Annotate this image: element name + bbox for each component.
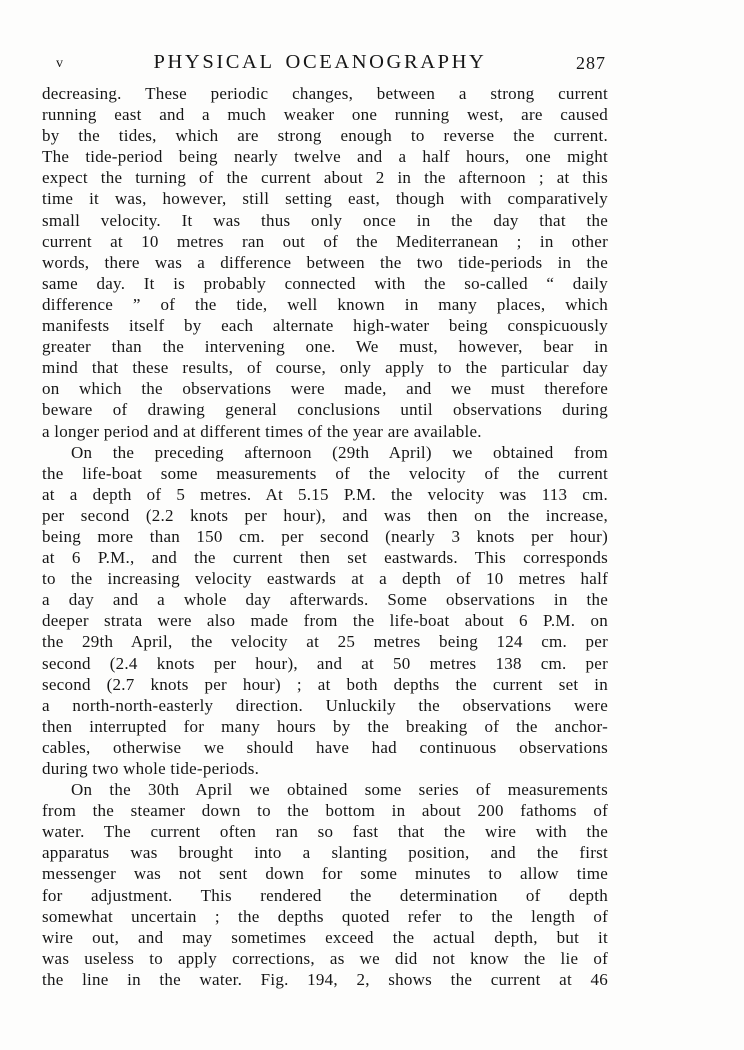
paragraph: [42, 83, 608, 442]
text-line: a north-north-easterly direction. Unluckily the observations were: [42, 695, 608, 715]
text-line: difference ” of the tide, well known in many places, which: [42, 294, 608, 314]
paragraph: [42, 779, 608, 990]
text-line: On the 30th April we obtained some series of measurements: [71, 780, 608, 800]
text-line: deeper strata were also made from the life-boat about 6 P.M. on: [42, 611, 608, 631]
text-line: wire out, and may sometimes exceed the actual depth, but it: [42, 927, 608, 947]
page-number: 287: [576, 53, 606, 73]
text-line: The tide-period being nearly twelve and a half hours, one might: [42, 147, 608, 167]
text-line: water. The current often ran so fast that the wire with the: [42, 822, 608, 842]
text-line: current at 10 metres ran out of the Mediterranean ; in other: [42, 231, 608, 251]
text-line: mind that these results, of course, only apply to the particular day: [42, 358, 608, 378]
text-line: for adjustment. This rendered the determination of depth: [42, 885, 608, 905]
text-line: during two whole tide-periods.: [42, 759, 260, 778]
text-line: greater than the intervening one. We must, however, bear in: [42, 337, 608, 357]
text-line: manifests itself by each alternate high-water being conspicuously: [42, 316, 608, 336]
text-line: the 29th April, the velocity at 25 metres being 124 cm. per: [42, 632, 608, 652]
text-line: being more than 150 cm. per second (nearly 3 knots per hour): [42, 526, 608, 546]
page-title: PHYSICAL OCEANOGRAPHY: [153, 51, 487, 73]
text-line: per second (2.2 knots per hour), and was then on the increase,: [42, 505, 608, 525]
text-line: messenger was not sent down for some minutes to allow time: [42, 864, 608, 884]
text-line: a day and a whole day afterwards. Some observations in the: [42, 590, 608, 610]
text-line: a longer period and at different times of the year are available.: [42, 421, 482, 441]
text-line: apparatus was brought into a slanting position, and the first: [42, 843, 608, 863]
text-line: then interrupted for many hours by the breaking of the anchor-: [42, 716, 608, 736]
text-line: On the preceding afternoon (29th April) we obtained from: [71, 442, 608, 462]
text-line: running east and a much weaker one running west, are caused: [42, 105, 608, 125]
running-head: [42, 44, 608, 74]
text-line: beware of drawing general conclusions until observations during: [42, 400, 608, 420]
paragraph: [42, 442, 608, 780]
text-line: cables, otherwise we should have had continuous observations: [42, 737, 608, 757]
chapter-numeral: v: [56, 56, 64, 71]
text-line: by the tides, which are strong enough to reverse the current.: [42, 126, 608, 146]
text-line: the life-boat some measurements of the velocity of the current: [42, 463, 608, 483]
text-line: same day. It is probably connected with the so-called “ daily: [42, 273, 608, 293]
text-line: to the increasing velocity eastwards at a depth of 10 metres half: [42, 569, 608, 589]
text-line: small velocity. It was thus only once in the day that the: [42, 210, 608, 230]
text-line: time it was, however, still setting east, though with comparatively: [42, 189, 608, 209]
text-line: expect the turning of the current about 2 in the afternoon ; at this: [42, 168, 608, 188]
text-line: words, there was a difference between the two tide-periods in the: [42, 252, 608, 272]
text-column: [42, 44, 608, 990]
text-line: second (2.4 knots per hour), and at 50 metres 138 cm. per: [42, 653, 608, 673]
text-line: the line in the water. Fig. 194, 2, shows the current at 46: [42, 969, 608, 989]
text-line: on which the observations were made, and we must therefore: [42, 379, 608, 399]
text-line: decreasing. These periodic changes, between a strong current: [42, 84, 608, 103]
text-line: somewhat uncertain ; the depths quoted refer to the length of: [42, 906, 608, 926]
text-line: at 6 P.M., and the current then set eastwards. This corresponds: [42, 548, 608, 568]
body-text: [42, 83, 608, 990]
text-line: from the steamer down to the bottom in about 200 fathoms of: [42, 801, 608, 821]
text-line: was useless to apply corrections, as we did not know the lie of: [42, 948, 608, 968]
text-line: at a depth of 5 metres. At 5.15 P.M. the velocity was 113 cm.: [42, 484, 608, 504]
text-line: second (2.7 knots per hour) ; at both depths the current set in: [42, 674, 608, 694]
